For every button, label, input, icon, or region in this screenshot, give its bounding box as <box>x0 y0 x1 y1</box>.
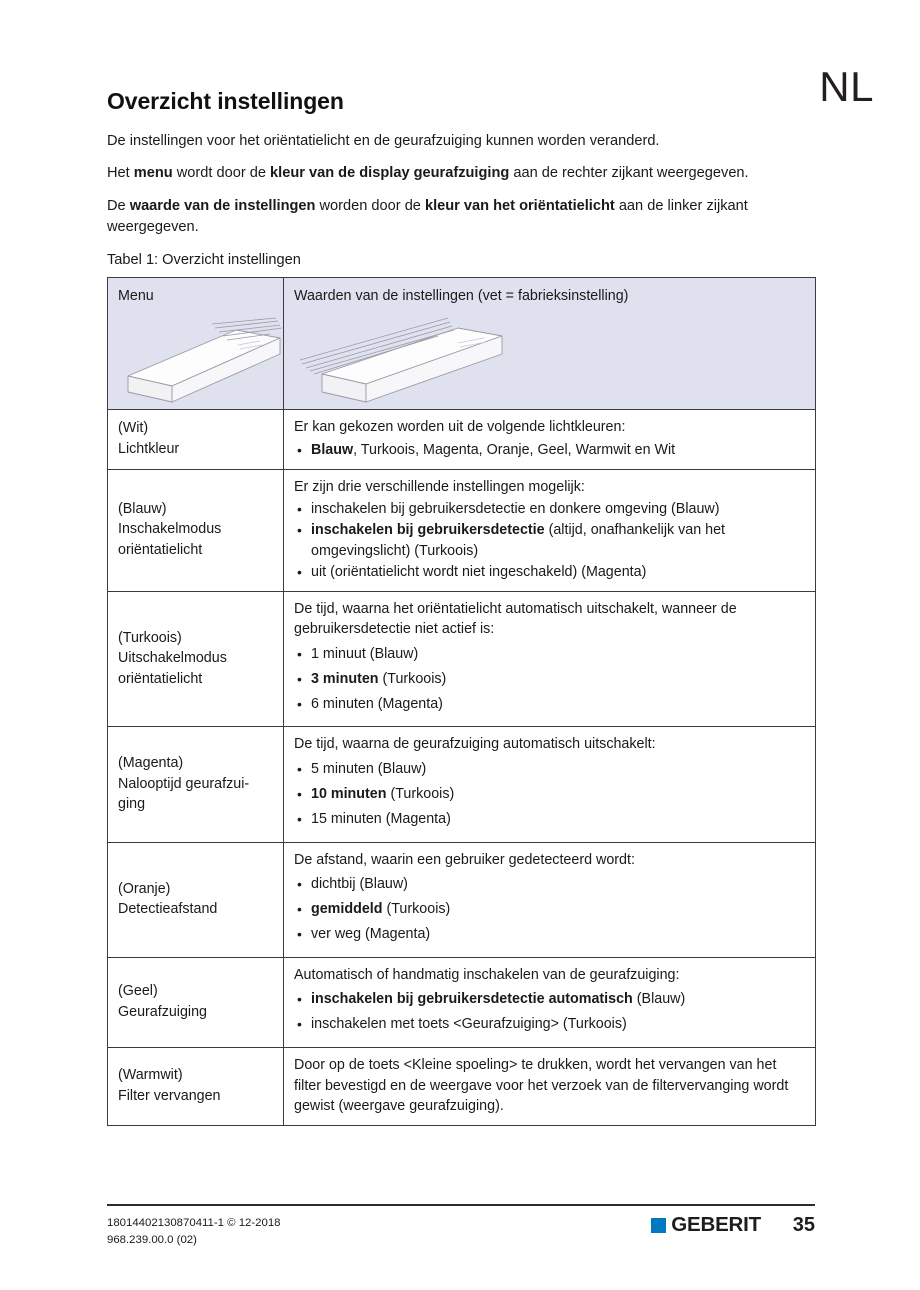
values-lead: Automatisch of handmatig inschakelen van de geurafzuiging: <box>294 966 680 983</box>
bullet-icon: • <box>297 563 302 580</box>
values-list <box>294 644 805 715</box>
page-footer <box>107 1215 815 1275</box>
values-list-item: • inschakelen bij gebruikersdetectie en donkere omgeving (Blauw) <box>294 499 805 520</box>
table-row <box>108 842 816 957</box>
bullet-icon: • <box>297 522 302 539</box>
table-header-row <box>108 278 816 410</box>
values-list <box>294 499 805 582</box>
values-list <box>294 440 805 461</box>
values-cell <box>284 957 816 1047</box>
values-list-item: • inschakelen bij gebruikersdetectie (altijd, onafhankelijk van het omgevingslicht) (Turkoois) <box>297 522 726 559</box>
values-list-item: • dichtbij (Blauw) <box>294 874 805 895</box>
settings-table <box>107 277 816 1126</box>
values-list-item: • Blauw, Turkoois, Magenta, Oranje, Geel, Warmwit en Wit <box>294 440 805 461</box>
values-list-item: • uit (oriëntatielicht wordt niet ingeschakeld) (Magenta) <box>294 562 805 583</box>
table-row <box>108 469 816 591</box>
menu-cell: (Wit) Lichtkleur <box>108 410 284 469</box>
menu-cell: (Blauw) Inschakelmodus oriëntatielicht <box>108 469 284 591</box>
table-header-menu-cell <box>108 278 284 410</box>
intro-paragraph-1: De instellingen voor het oriëntatielicht en de geurafzuiging kunnen worden veranderd. <box>107 133 660 149</box>
page-title: Overzicht instellingen <box>107 88 344 114</box>
bullet-icon: • <box>297 670 302 687</box>
bullet-icon: • <box>297 876 302 893</box>
settings-table-body <box>108 278 816 1126</box>
odour-extraction-unit-full-rays-icon <box>298 316 514 408</box>
bullet-icon: • <box>297 760 302 777</box>
page-number: 35 <box>792 1214 815 1236</box>
intro-paragraph-3: De waarde van de instellingen worden door de kleur van het oriëntatielicht aan de linker zijkant weergegeven. <box>107 197 748 236</box>
table-caption: Tabel 1: Overzicht instellingen <box>107 251 301 268</box>
bullet-icon: • <box>297 900 302 917</box>
menu-cell: (Turkoois) Uitschakelmodus oriëntatielicht <box>108 591 284 727</box>
bullet-icon: • <box>297 785 302 802</box>
footer-code-line-2: 968.239.00.0 (02) <box>107 1234 197 1247</box>
bullet-icon: • <box>297 441 302 458</box>
table-row <box>108 591 816 727</box>
values-cell <box>284 842 816 957</box>
values-list-item: • 6 minuten (Magenta) <box>294 694 805 715</box>
values-lead: De tijd, waarna de geurafzuiging automatisch uitschakelt: <box>294 736 656 753</box>
bullet-icon: • <box>297 810 302 827</box>
bullet-icon: • <box>297 645 302 662</box>
values-lead: De tijd, waarna het oriëntatielicht automatisch uitschakelt, wanneer de gebruikersdetectie niet actief is: <box>294 600 737 638</box>
values-list <box>294 989 805 1035</box>
values-lead: Er kan gekozen worden uit de volgende lichtkleuren: <box>294 419 626 436</box>
footer-code-line-1: 18014402130870411-1 © 12-2018 <box>107 1217 281 1229</box>
column-header-values: Waarden van de instellingen (vet = fabrieksinstelling) <box>294 288 629 305</box>
footer-divider <box>107 1204 815 1206</box>
values-lead: De afstand, waarin een gebruiker gedetecteerd wordt: <box>294 851 635 868</box>
menu-cell: (Magenta) Nalooptijd geurafzui- ging <box>108 727 284 842</box>
table-row <box>108 410 816 469</box>
table-header-values-cell <box>284 278 816 410</box>
column-header-menu: Menu <box>118 288 154 305</box>
values-list-item: • 3 minuten (Turkoois) <box>294 669 805 690</box>
values-list-item: • inschakelen met toets <Geurafzuiging> (Turkoois) <box>294 1014 805 1035</box>
menu-cell: (Geel) Geurafzuiging <box>108 957 284 1047</box>
bullet-icon: • <box>297 1016 302 1033</box>
values-cell <box>284 469 816 591</box>
values-list-item: • ver weg (Magenta) <box>294 924 805 945</box>
table-row <box>108 957 816 1047</box>
menu-cell: (Warmwit) Filter vervangen <box>108 1047 284 1125</box>
menu-cell: (Oranje) Detectieafstand <box>108 842 284 957</box>
geberit-wordmark: GEBERIT <box>671 1213 761 1236</box>
geberit-logo <box>651 1215 761 1236</box>
values-cell <box>284 727 816 842</box>
values-list-item: • 15 minuten (Magenta) <box>294 809 805 830</box>
values-list-item: • 1 minuut (Blauw) <box>294 644 805 665</box>
values-list-item: • inschakelen bij gebruikersdetectie automatisch (Blauw) <box>294 989 805 1010</box>
bullet-icon: • <box>297 695 302 712</box>
page-content <box>107 88 815 1126</box>
odour-extraction-unit-right-rays-icon <box>120 316 290 408</box>
footer-document-codes <box>107 1215 281 1249</box>
values-list-item: • 5 minuten (Blauw) <box>294 759 805 780</box>
bullet-icon: • <box>297 501 302 518</box>
values-list-item: • 10 minuten (Turkoois) <box>294 784 805 805</box>
values-lead: Er zijn drie verschillende instellingen mogelijk: <box>294 478 585 495</box>
values-list-item: • gemiddeld (Turkoois) <box>294 899 805 920</box>
values-list <box>294 874 805 945</box>
values-paragraph: Door op de toets <Kleine spoeling> te drukken, wordt het vervangen van het filter bevestigd en de weergave voor het verzoek van de filtervervanging wordt gewist (weergave geurafzuiging). <box>294 1056 789 1115</box>
table-row <box>108 1047 816 1125</box>
values-list <box>294 759 805 830</box>
table-row <box>108 727 816 842</box>
values-cell <box>284 1047 816 1125</box>
geberit-square-icon <box>651 1218 666 1233</box>
bullet-icon: • <box>297 925 302 942</box>
values-cell <box>284 410 816 469</box>
values-cell <box>284 591 816 727</box>
bullet-icon: • <box>297 991 302 1008</box>
intro-paragraph-2: Het menu wordt door de kleur van de display geurafzuiging aan de rechter zijkant weergegeven. <box>107 165 749 182</box>
language-marker: NL <box>819 63 874 110</box>
